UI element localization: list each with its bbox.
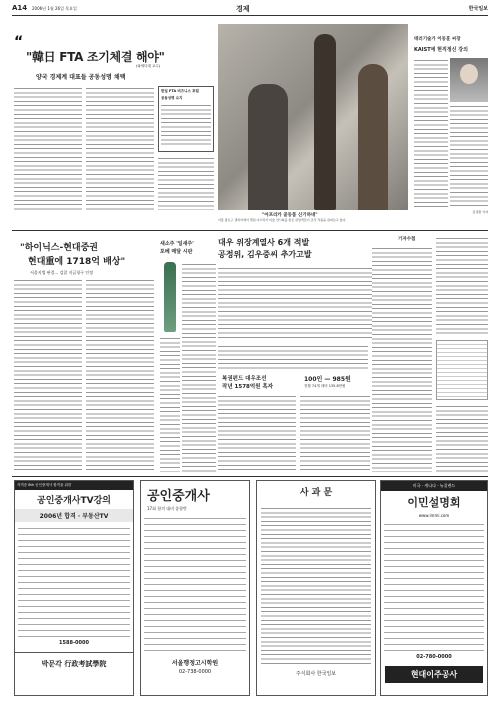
ad-public-agent-tv [14,480,134,696]
ad2-sub: 17회 합격 대비 종합반 [147,506,187,511]
ad1-bottom: 박문각 行政考試學院 [15,652,133,669]
ad1-body [18,525,130,637]
right-col-body-2 [436,404,488,472]
mid-headline-1: 대우 위장계열사 6개 적발 [218,238,310,247]
hynix-body-2 [86,278,154,472]
photo1-caption-body: 서울 종로구 갤러리에서 열린 아프리카 미술 전시회를 찾은 관람객들이 조각 작품을 살펴보고 있다. [218,218,347,222]
ad1-title: 공인중개사TV강의 [37,496,111,506]
bottom-right-title-2: 전월 74개 대비 135.8만원 [304,384,346,388]
statue-figure-2 [358,64,388,210]
apology-body [261,506,371,666]
ad3-title: 이민설명회 [407,496,461,509]
reporter-note-body [372,246,432,472]
market-table [436,340,488,400]
bottom-left-body [218,394,296,472]
hynix-body-1 [14,278,82,472]
apology-notice [256,480,376,696]
ad2-bottom: 서울행정고시학원 [171,660,219,667]
lead-body-col1 [14,86,82,210]
ad2-phone: 02-738-0000 [178,669,212,675]
page-date: 2006년 1월 26일 목요일 [32,6,77,11]
right-top-body [414,58,448,208]
bottom-left-title-2: 작년 1578억원 흑자 [222,384,274,390]
page-number: A14 [12,4,28,12]
ad1-top: 자격증 8th 공인중개사 합격을 위한 [15,481,133,490]
fta-summary-box [158,86,214,152]
ad3-phone: 02-780-0000 [416,654,452,660]
right-top-subtitle: KAIST에 현직정신 강의 [414,47,468,53]
fta-box-title: 한일 FTA 비즈니스 포럼 [161,89,199,93]
lead-body-col2 [86,86,154,210]
ad1-mid: 2006년 합격 · 부동산TV [15,509,133,522]
portrait-head [460,64,478,84]
photo1-caption-title: "아프리카 골동품 신기하네" [262,213,318,218]
ad3-url: www.immi.com [418,513,450,518]
lead-body-col3 [158,156,214,210]
rule-ads [12,476,488,477]
soju-bottle [164,262,176,332]
ad3-top: 미국 · 캐나다 · 뉴질랜드 [381,481,487,491]
fta-box-body [161,103,211,147]
lead-headline: "韓日 FTA 조기체결 해야" [26,50,165,64]
soju-bottom-image [160,262,180,332]
header-rule [12,15,488,16]
soju-body-2 [160,336,180,472]
apology-sub: 주식회사 한국일보 [295,671,337,677]
right-col-body [436,236,488,336]
apology-title: 사 과 문 [299,488,333,498]
ad-immigration [380,480,488,696]
bottom-right-body [300,394,370,472]
page-header [12,4,488,14]
hynix-headline-2: 현대重에 1718억 배상" [28,257,126,267]
lead-byline: (와세다대 교수) [136,64,161,68]
reporter-note-title: 기자수첩 [398,237,416,242]
portrait-photo [450,58,488,102]
right-top-body-2 [450,104,488,208]
mid-lower-body [218,344,368,370]
photo-african-art [218,24,408,210]
ad3-body [384,521,484,651]
hynix-subhead: 서울지법 판결... 검찰 지급청구 인정 [30,270,93,275]
mid-headline-2: 공정위, 김우중씨 추가고발 [218,250,312,259]
rule-1 [12,230,488,231]
ad3-bottom: 현대이주공사 [385,666,483,683]
paper-name: 한국일보 [468,6,488,12]
ad2-title: 공인중개사 [147,489,210,504]
lead-quote-mark: “ [14,34,24,46]
ad-licensed-agent [140,480,250,696]
ad2-body [144,515,246,655]
section-name: 경제 [236,5,250,13]
soju-body [182,262,216,472]
lead-subhead: 양국 경제계 대표들 공동성명 채택 [36,74,126,81]
right-top-reporter: 김성환 기자 [472,210,488,214]
fta-box-subtitle: 공동성명 요지 [161,96,183,100]
right-top-title: 테러기술가 이동훈 씨장 [414,37,461,42]
ad1-phone: 1588-0000 [59,640,89,646]
soju-title: 새소주 '일새주' [160,241,194,247]
statue-figure [314,34,336,210]
hynix-headline-1: "하이닉스-현대중권 [20,243,98,253]
bottom-left-title-1: 복권펀드 대우조선 [222,376,267,382]
visitor-figure [248,84,288,210]
soju-subtitle: 포베 매달 시판 [160,249,193,255]
bottom-right-title-1: 100인 — 985원 [304,376,351,383]
